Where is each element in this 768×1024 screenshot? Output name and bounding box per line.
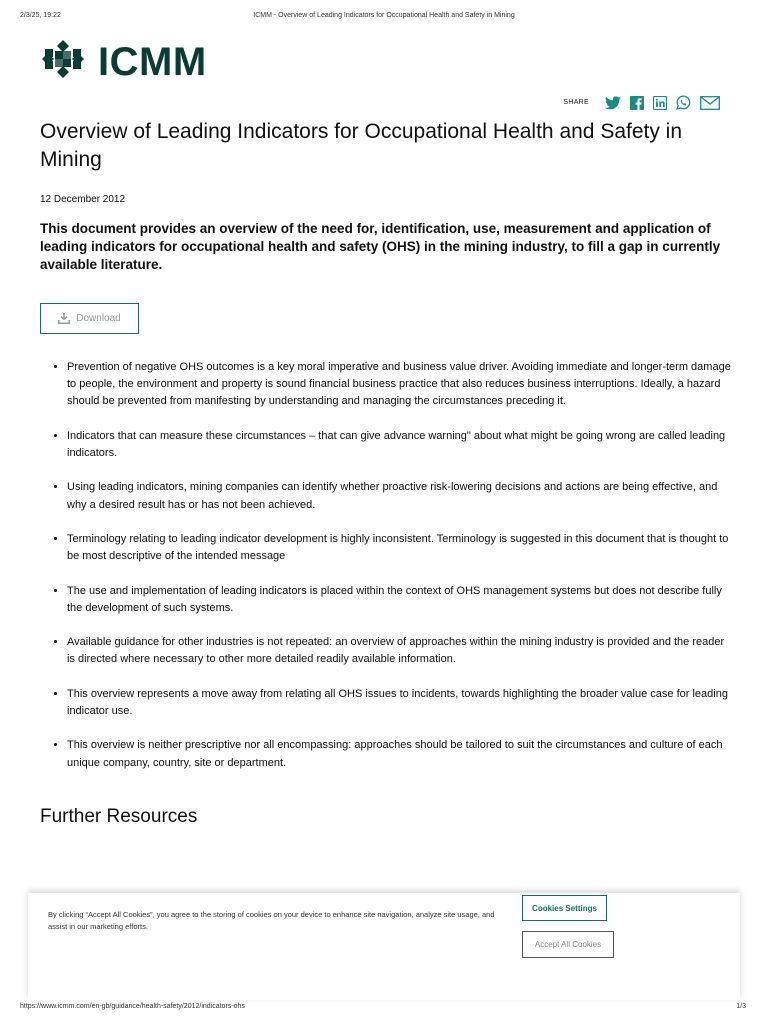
further-resources-heading: Further Resources xyxy=(40,806,198,827)
share-bar xyxy=(563,95,720,110)
list-item: • Using leading indicators, mining companies can identify whether proactive risk-lowering decisions and actions are being effective, and why a desired result has or has not been achieved. xyxy=(67,479,732,513)
list-item: • This overview is neither prescriptive nor all encompassing: approaches should be tailored to suit the circumstances and culture of each unique company, country, site or department. xyxy=(67,737,732,771)
download-label: Download xyxy=(76,313,121,324)
list-item: • This overview represents a move away from relating all OHS issues to incidents, towards highlighting the broader value case for leading indicator use. xyxy=(67,686,732,720)
list-item: • Terminology relating to leading indicator development is highly inconsistent. Terminology is suggested in this document that is thought to be most descriptive of the intended message xyxy=(67,531,732,565)
twitter-icon[interactable] xyxy=(605,96,621,110)
list-item: • Prevention of negative OHS outcomes is a key moral imperative and business value driver. Avoiding immediate and longer-term damage to people, the environment and property is sound financial business practice that also reduces business interruptions. Ideally, a hazard should be prevented from manifesting by understanding and managing the circumstances preceding it. xyxy=(67,359,732,411)
print-page-title: ICMM - Overview of Leading Indicators for Occupational Health and Safety in Mining xyxy=(253,12,515,19)
article-title: Overview of Leading Indicators for Occupational Health and Safety in Mining xyxy=(40,120,683,171)
facebook-icon[interactable] xyxy=(630,96,644,110)
share-label: SHARE xyxy=(563,99,589,106)
cookie-banner xyxy=(28,893,740,1000)
linkedin-icon[interactable] xyxy=(653,96,667,110)
accept-all-cookies-button[interactable]: Accept All Cookies xyxy=(522,931,614,958)
site-logo[interactable] xyxy=(40,38,207,85)
cookies-settings-button[interactable]: Cookies Settings xyxy=(522,895,607,921)
logo-wordmark: ICMM xyxy=(98,39,207,84)
print-page-number: 1/3 xyxy=(736,1003,746,1010)
print-url: https://www.icmm.com/en-gb/guidance/health-safety/2012/indicators-ohs xyxy=(20,1003,245,1010)
download-button[interactable] xyxy=(40,303,139,334)
publish-date: 12 December 2012 xyxy=(40,194,126,205)
list-item: • Available guidance for other industries is not repeated: an overview of approaches within the mining industry is provided and the reader is directed where necessary to other more detailed readily available information. xyxy=(67,634,732,668)
whatsapp-icon[interactable] xyxy=(676,95,691,110)
list-item: • Indicators that can measure these circumstances – that can give advance warning" about what might be going wrong are called leading indicators. xyxy=(67,428,732,462)
article-lead: This document provides an overview of the need for, identification, use, measurement and application of leading indicators for occupational health and safety (OHS) in the mining industry, to fill a gap in currently available literature. xyxy=(40,221,721,272)
icmm-logo-icon xyxy=(40,38,86,85)
download-icon xyxy=(58,313,70,324)
list-item: • The use and implementation of leading indicators is placed within the context of OHS management systems but does not describe fully the development of such systems. xyxy=(67,583,732,617)
email-icon[interactable] xyxy=(700,96,720,110)
cookie-message: By clicking “Accept All Cookies”, you agree to the storing of cookies on your device to enhance site navigation, analyze site usage, and assist in our marketing efforts. xyxy=(48,910,495,931)
summary-list xyxy=(40,359,732,789)
print-datetime: 2/3/25, 19:22 xyxy=(20,12,61,19)
